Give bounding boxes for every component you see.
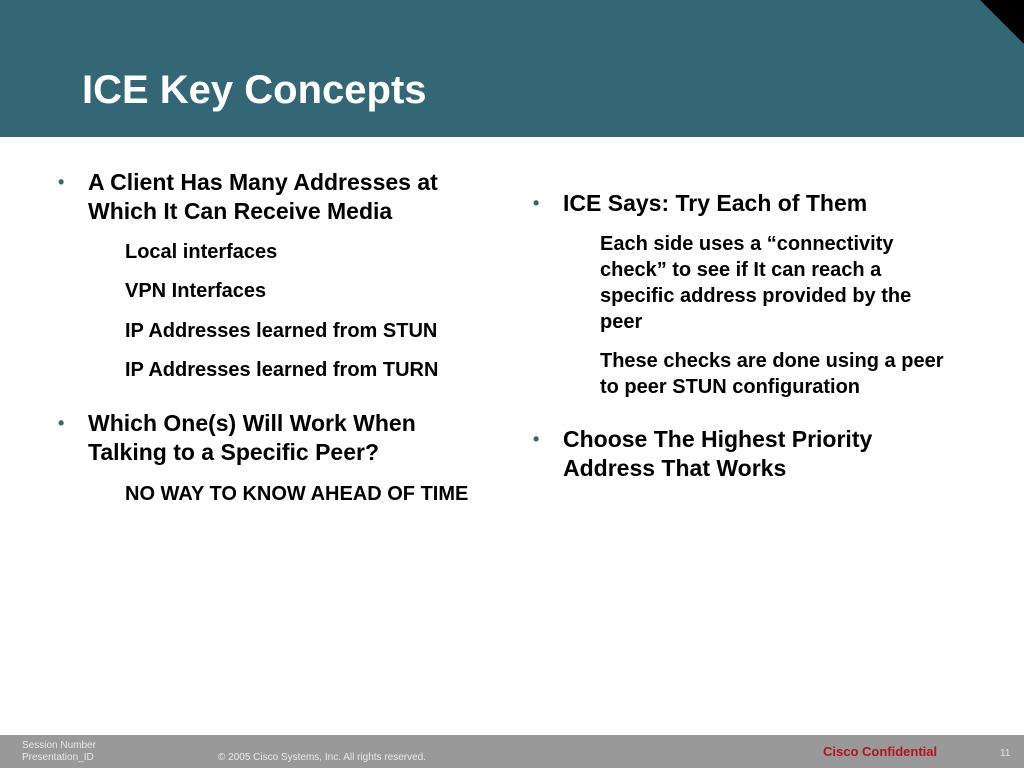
bullet-dot: •: [533, 429, 540, 449]
left-sub-item: NO WAY TO KNOW AHEAD OF TIME: [125, 483, 469, 505]
left-bullet-2: [58, 409, 478, 467]
left-bullet-1-text: A Client Has Many Addresses at Which It Can Receive Media: [88, 169, 438, 224]
session-number: Session Number: [22, 740, 96, 751]
page-number: 11: [1000, 748, 1011, 759]
left-bullet-1: [58, 168, 498, 226]
presentation-id: Presentation_ID: [22, 752, 94, 763]
right-bullet-1: [533, 189, 973, 218]
right-bullet-1-text: ICE Says: Try Each of Them: [563, 190, 868, 216]
bullet-dot: •: [533, 193, 540, 213]
right-bullet-2: [533, 425, 933, 483]
left-bullet-2-text: Which One(s) Will Work When Talking to a Specific Peer?: [88, 410, 416, 465]
left-sub-item: IP Addresses learned from TURN: [125, 359, 439, 381]
copyright: © 2005 Cisco Systems, Inc. All rights reserved.: [218, 752, 427, 763]
right-sub-item: These checks are done using a peer to peer STUN configuration: [600, 350, 944, 398]
right-sub-item: Each side uses a “connectivity check” to see if It can reach a specific address provided by the peer: [600, 233, 912, 333]
corner-triangle: [980, 0, 1024, 44]
right-bullet-2-text: Choose The Highest Priority Address That Works: [563, 426, 873, 481]
confidential-label: Cisco Confidential: [823, 744, 938, 759]
left-sub-item: IP Addresses learned from STUN: [125, 320, 438, 342]
bullet-dot: •: [58, 172, 65, 192]
footer-bar: [0, 735, 1024, 768]
title-bar: [0, 0, 1024, 137]
left-sub-item: VPN Interfaces: [125, 280, 267, 302]
session-info: [22, 740, 96, 764]
slide-title: ICE Key Concepts: [82, 68, 427, 112]
bullet-dot: •: [58, 413, 65, 433]
left-sub-item: Local interfaces: [125, 241, 278, 263]
